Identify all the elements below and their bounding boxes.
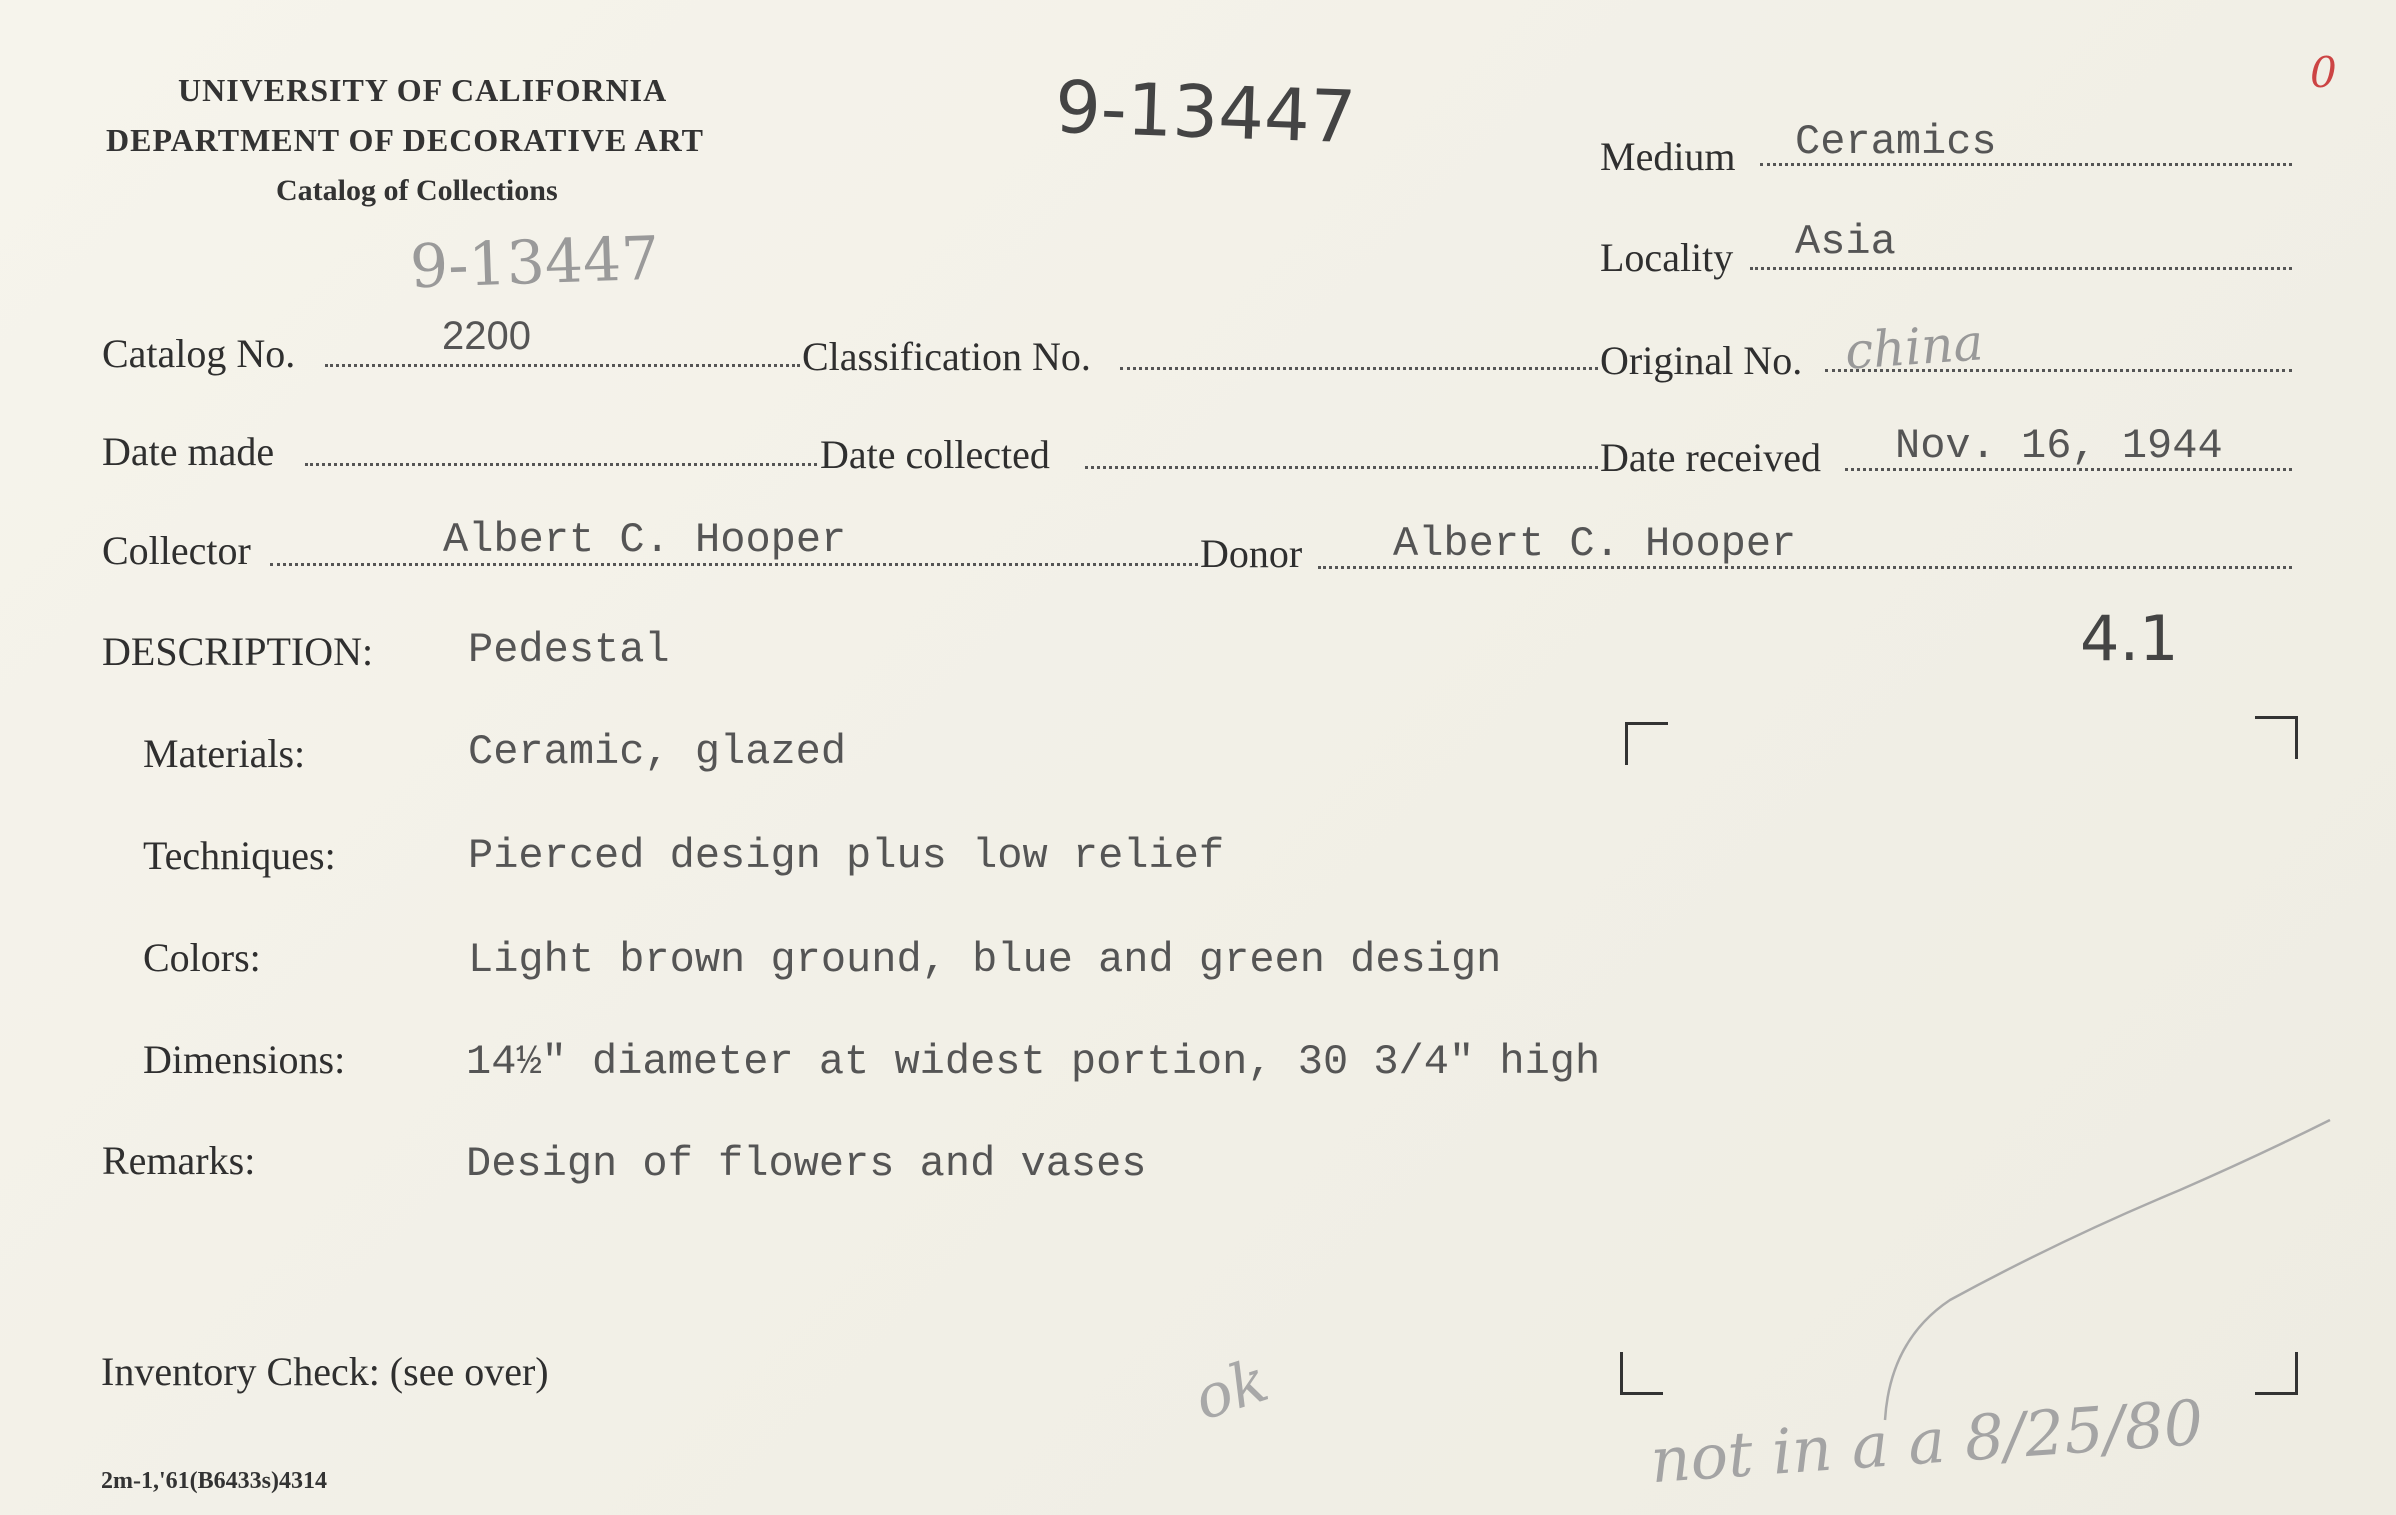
- date-received-label: Date received: [1600, 435, 1821, 480]
- university-heading: UNIVERSITY OF CALIFORNIA: [178, 72, 668, 108]
- donor-value: Albert C. Hooper: [1393, 520, 1797, 568]
- colors-label: Colors:: [143, 935, 261, 980]
- materials-label: Materials:: [143, 731, 306, 776]
- locality-line: [1750, 267, 2292, 270]
- original-number-label: Original No.: [1600, 338, 1803, 383]
- classification-label: Classification No.: [802, 334, 1091, 379]
- remarks-value: Design of flowers and vases: [466, 1140, 1147, 1188]
- form-code: 2m-1,'61(B6433s)4314: [101, 1468, 327, 1494]
- date-made-label: Date made: [102, 429, 275, 474]
- pencil-signature: not in a a 8/25/80: [1648, 1385, 2206, 1498]
- collector-value: Albert C. Hooper: [443, 516, 847, 564]
- handwritten-catalog-number: 9-13447: [1053, 64, 1358, 160]
- medium-value: Ceramics: [1795, 118, 1997, 166]
- locality-label: Locality: [1600, 235, 1734, 280]
- red-mark: 0: [2310, 48, 2337, 97]
- techniques-value: Pierced design plus low relief: [468, 832, 1225, 880]
- catalog-number-label: Catalog No.: [102, 331, 296, 376]
- date-collected-label: Date collected: [820, 432, 1050, 477]
- dimensions-value: 14½" diameter at widest portion, 30 3/4" high: [466, 1038, 1601, 1086]
- remarks-label: Remarks:: [102, 1138, 256, 1183]
- corner-mark-top-right: [2255, 716, 2298, 759]
- date-received-value: Nov. 16, 1944: [1895, 422, 2223, 470]
- dimensions-label: Dimensions:: [143, 1037, 346, 1082]
- pencil-catalog-number: 9-13447: [408, 223, 661, 303]
- date-made-line: [305, 463, 817, 466]
- description-label: DESCRIPTION:: [102, 629, 374, 674]
- pencil-stroke: [1880, 1110, 2340, 1430]
- pencil-ok: ok: [1185, 1345, 1277, 1435]
- donor-label: Donor: [1200, 531, 1303, 576]
- description-value: Pedestal: [468, 626, 670, 674]
- catalog-subheading: Catalog of Collections: [276, 174, 558, 207]
- classification-line: [1120, 367, 1598, 370]
- corner-mark-top-left: [1625, 722, 1668, 765]
- collector-label: Collector: [102, 528, 251, 573]
- date-collected-line: [1085, 466, 1598, 469]
- techniques-label: Techniques:: [143, 833, 336, 878]
- original-number-value: china: [1843, 313, 1986, 381]
- medium-label: Medium: [1600, 134, 1736, 179]
- catalog-number-value: 2200: [442, 314, 531, 358]
- colors-value: Light brown ground, blue and green design: [468, 936, 1502, 984]
- department-heading: DEPARTMENT OF DECORATIVE ART: [106, 122, 704, 158]
- corner-mark-bottom-left: [1620, 1352, 1663, 1395]
- inventory-check-label: Inventory Check: (see over): [101, 1349, 549, 1394]
- materials-value: Ceramic, glazed: [468, 728, 847, 776]
- handwritten-4-1: 4.1: [2080, 602, 2179, 675]
- locality-value: Asia: [1795, 218, 1896, 266]
- catalog-number-line: [325, 364, 800, 367]
